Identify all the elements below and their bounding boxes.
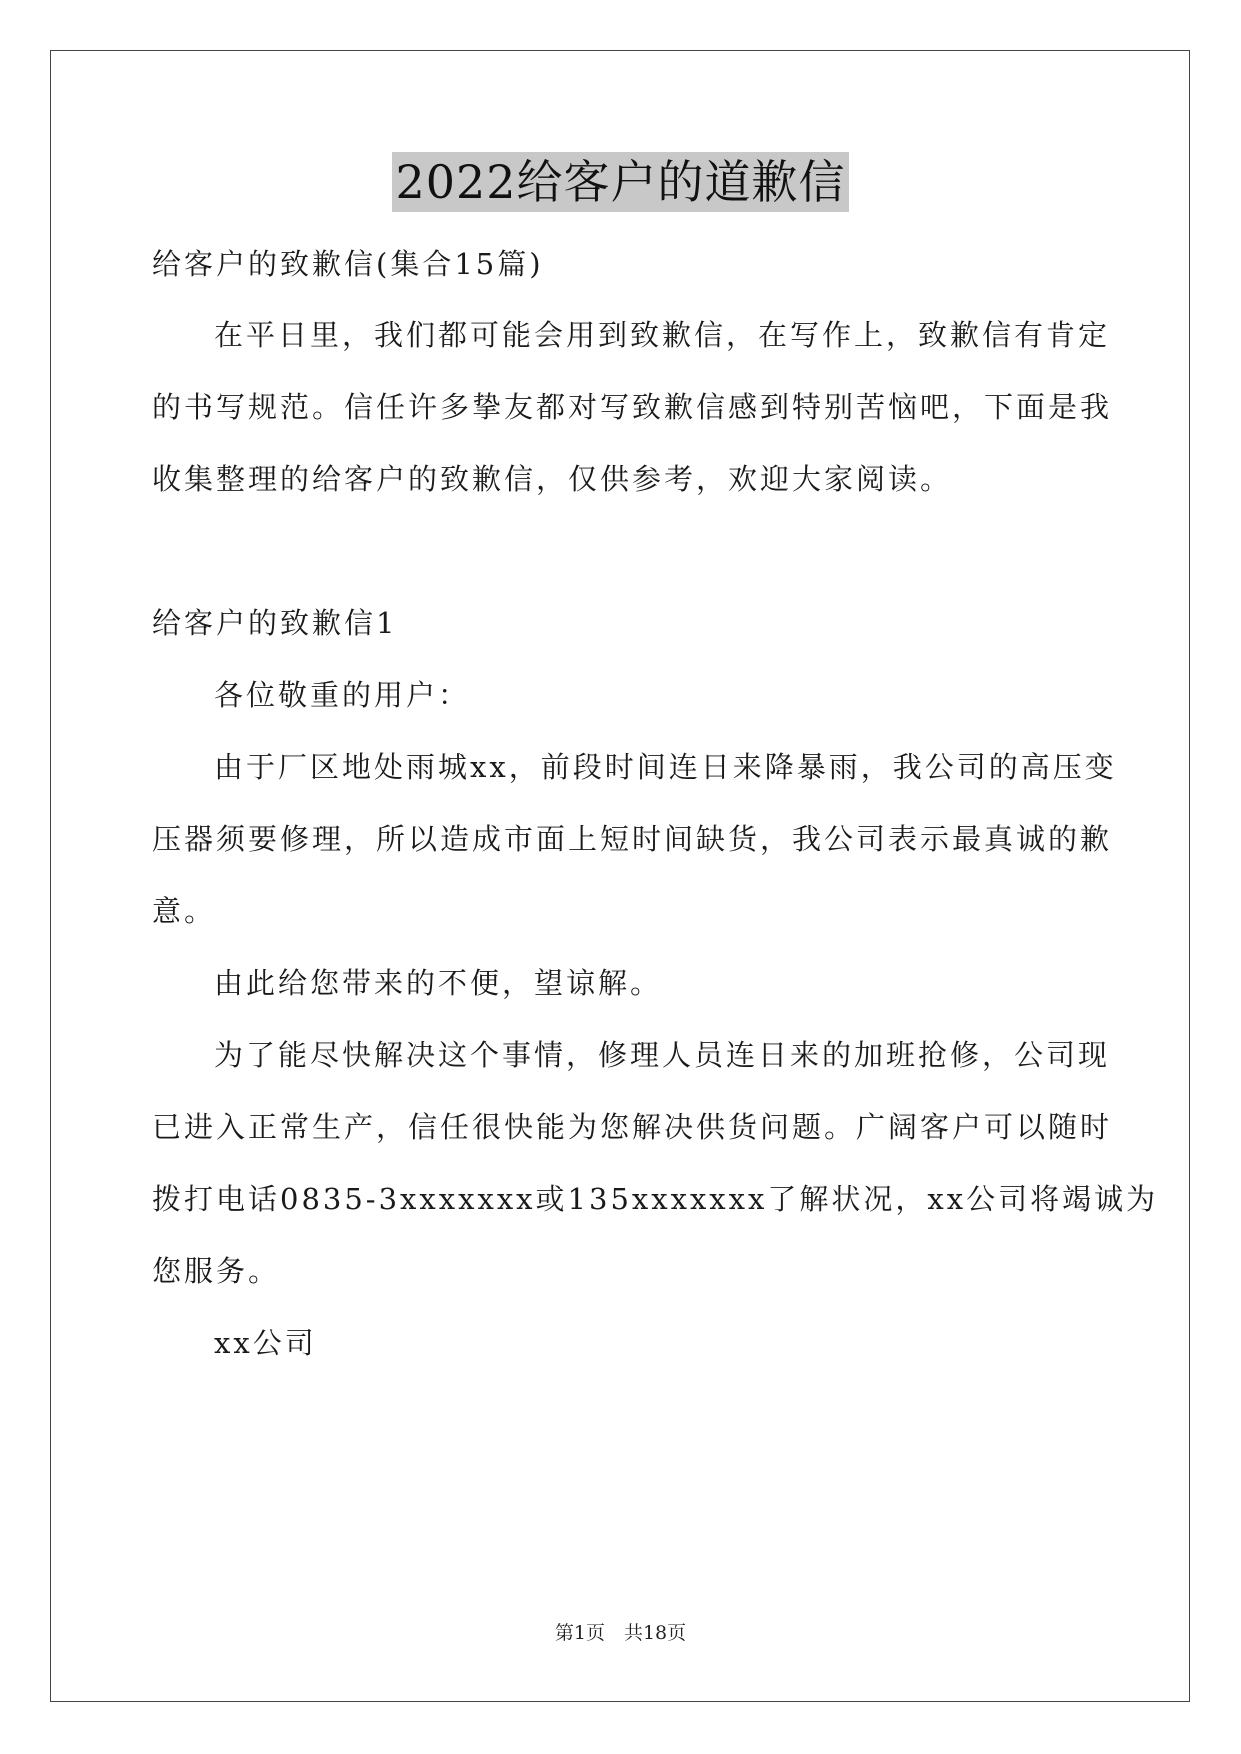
body-line: 拨打电话0835-3xxxxxxx或135xxxxxxx了解状况，xx公司将竭诚为	[152, 1182, 1159, 1216]
body-line: 由于厂区地处雨城xx，前段时间连日来降暴雨，我公司的高压变	[214, 750, 1117, 784]
body-line: 意。	[152, 894, 217, 928]
body-line: 压器须要修理，所以造成市面上短时间缺货，我公司表示最真诚的歉	[152, 822, 1113, 856]
body-line: 您服务。	[152, 1254, 281, 1288]
intro-line: 收集整理的给客户的致歉信，仅供参考，欢迎大家阅读。	[152, 462, 953, 496]
intro-line: 在平日里，我们都可能会用到致歉信，在写作上，致歉信有肯定	[214, 318, 1111, 352]
salutation: 各位敬重的用户：	[214, 678, 471, 712]
body-line: 为了能尽快解决这个事情，修理人员连日来的加班抢修，公司现	[214, 1038, 1111, 1072]
intro-line: 的书写规范。信任许多挚友都对写致歉信感到特别苦恼吧，下面是我	[152, 390, 1113, 424]
page-border	[50, 50, 1190, 1702]
body-line: 由此给您带来的不便，望谅解。	[214, 966, 663, 1000]
title-container	[0, 152, 1241, 212]
section-heading: 给客户的致歉信1	[152, 606, 398, 640]
signature: xx公司	[214, 1326, 317, 1360]
page-number: 第1页 共18页	[554, 1622, 687, 1644]
document-title: 2022给客户的道歉信	[392, 152, 848, 212]
body-line: 已进入正常生产，信任很快能为您解决供货问题。广阔客户可以随时	[152, 1110, 1113, 1144]
document-subtitle: 给客户的致歉信(集合15篇)	[152, 247, 544, 281]
